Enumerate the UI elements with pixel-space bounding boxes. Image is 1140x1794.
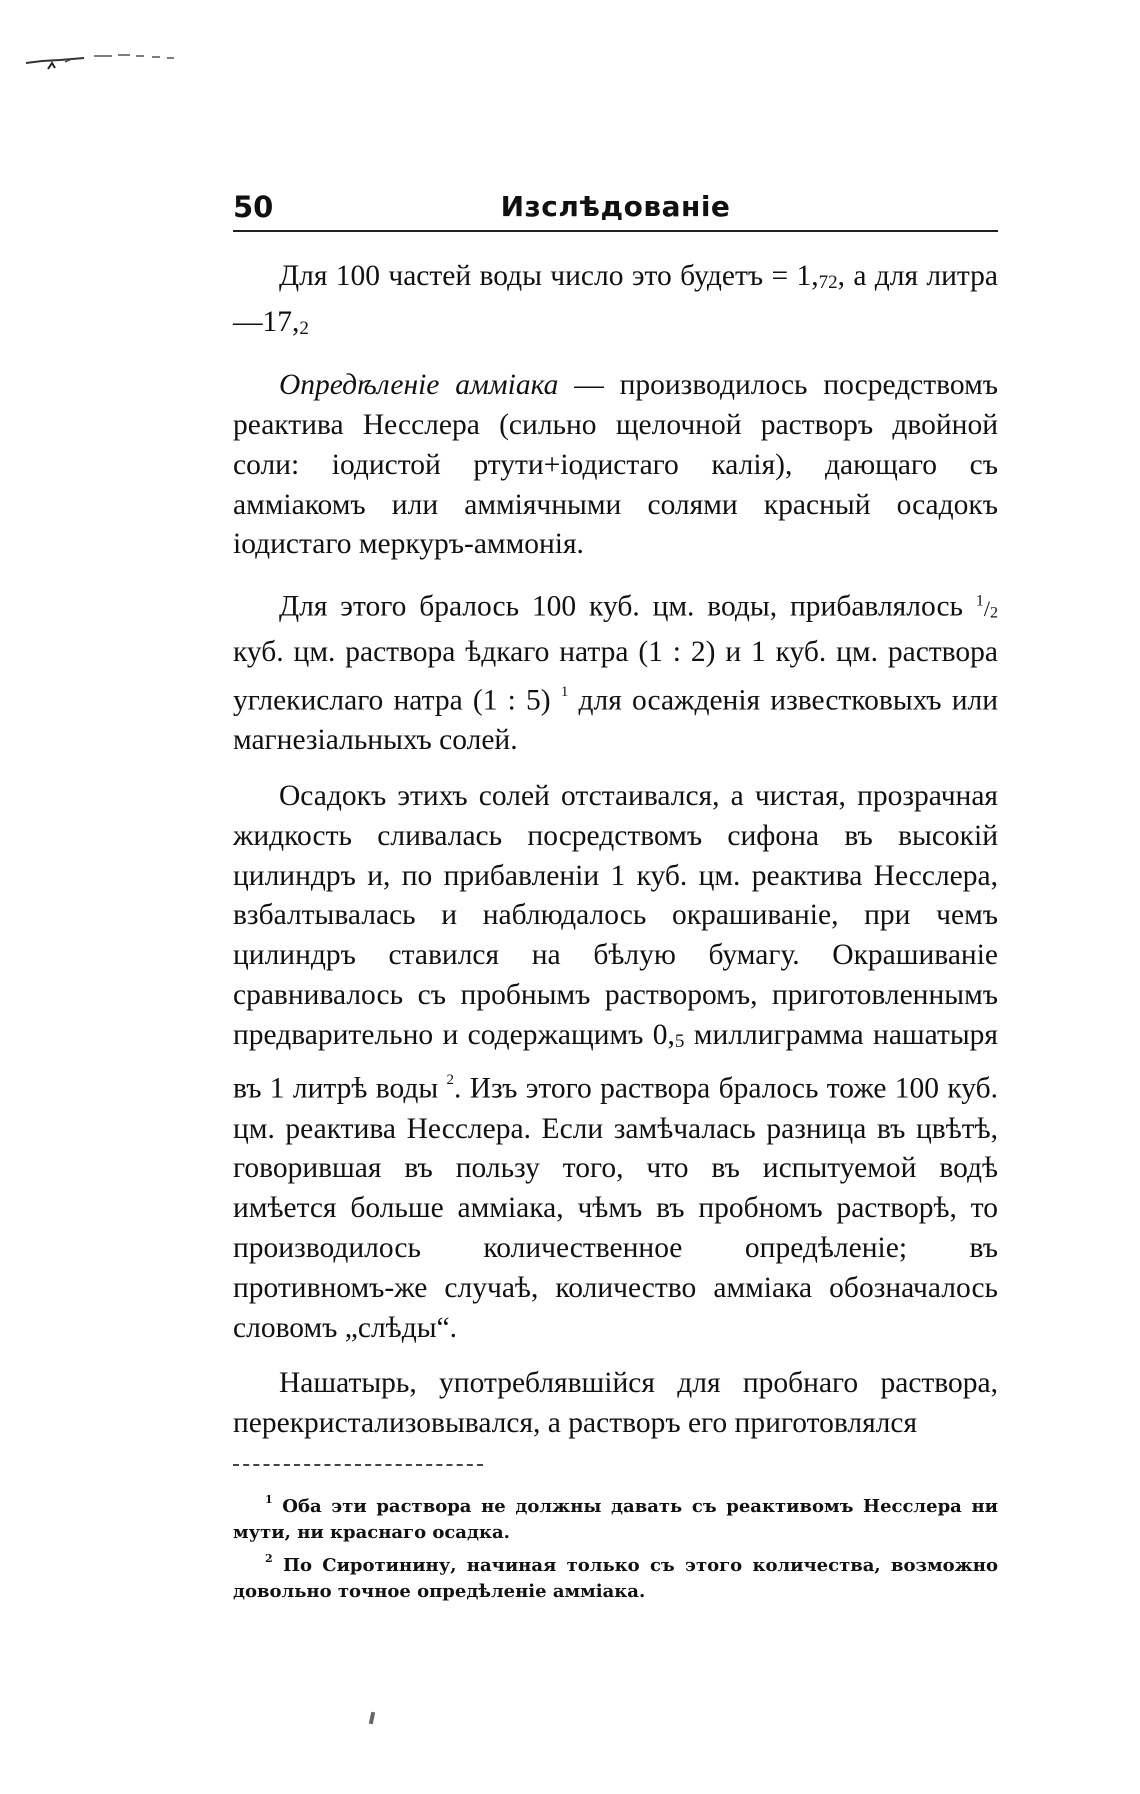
- paragraph-text: . Изъ этого раствора бралось тоже 100 куб. цм. реактива Несслера. Если замѣчалась разница въ цвѣтѣ, говорившая въ пользу того, что въ испытуемой водѣ имѣется больше амміака, чѣмъ въ пробномъ растворѣ, то производилось количественное опредѣленіе; въ противномъ-же случаѣ, количество амміака обозначалось словомъ „слѣды“.: [233, 1072, 998, 1344]
- book-page: [233, 190, 998, 1605]
- footnote-text: По Сиротинину, начиная только съ этого количества, возможно довольно точное опредѣленіе амміака.: [233, 1554, 998, 1602]
- footnote-divider: [233, 1464, 483, 1467]
- scan-smudge-mark: [22, 46, 197, 74]
- footnote-2: [233, 1546, 998, 1605]
- paragraph-ammonia-volume: [233, 257, 998, 348]
- footnotes: [233, 1487, 998, 1605]
- page-number: 50: [233, 190, 274, 224]
- paragraph-text: для осажденія известковыхъ или магнезіальныхъ солей.: [233, 684, 999, 757]
- main-text: [233, 257, 998, 1444]
- paragraph-text: — производилось посредствомъ реактива Несслера (сильно щелочной растворъ двойной соли: іодистой ртути+іодистаго калія), дающаго съ амміакомъ или амміячными солями красный осадокъ іодистаго меркуръ-аммонія.: [233, 369, 998, 561]
- paragraph-text: куб. цм. раствора ѣдкаго натра (1 : 2) и 1 куб. цм. раствора углекислаго натра (1 : 5): [233, 636, 998, 717]
- section-lead-italic: Опредѣленіе аммiака: [279, 369, 559, 402]
- paragraph-sample-preparation: [233, 581, 998, 761]
- paragraph-ammonium-chloride: [233, 1364, 998, 1444]
- paragraph-text: Для 100 частей воды число это будетъ = 1,: [279, 260, 819, 292]
- fraction-denominator: 2: [990, 604, 998, 622]
- fraction-numerator: 1: [975, 592, 984, 610]
- paragraph-ammonia-determination: [233, 366, 998, 565]
- paragraph-text: миллиграмма нашатыря въ 1 литрѣ воды: [233, 1018, 998, 1105]
- page-header: [233, 190, 998, 232]
- paragraph-text: Нашатырь, употреблявшійся для пробнаго раствора, перекристализовывался, а растворъ его приготовлялся: [233, 1367, 998, 1440]
- decimal-subscript: 2: [299, 317, 309, 339]
- footnote-reference: 1: [560, 683, 569, 700]
- paragraph-text: Для этого бралось 100 куб. цм. воды, прибавлялось: [279, 590, 976, 623]
- footnote-mark: 2: [265, 1551, 273, 1565]
- fraction-half: $^1$/2: [975, 592, 998, 622]
- footnote-reference: 2: [446, 1072, 455, 1089]
- footnote-mark: 1: [265, 1493, 273, 1507]
- footnote-text: Оба эти раствора не должны давать съ реактивомъ Несслера ни мути, ни краснаго осадка.: [233, 1495, 998, 1543]
- footnote-1: [233, 1487, 998, 1546]
- paragraph-text: , а для литра—17,: [233, 260, 999, 338]
- paragraph-text: Осадокъ этихъ солей отстаивался, а чистая, прозрачная жидкость сливалась посредствомъ сифона въ высокій цилиндръ и, по прибавленіи 1 куб. цм. реактива Несслера, взбалтывалась и наблюдалось окрашиваніе, при чемъ цилиндръ ставился на бѣлую бумагу. Окрашиваніе сравнивалось съ пробнымъ растворомъ, приготовленнымъ предварительно и содержащимъ 0,: [233, 779, 998, 1051]
- decimal-subscript: 5: [674, 1030, 685, 1052]
- scan-speck-mark: [369, 1712, 375, 1725]
- decimal-subscript: 72: [818, 271, 838, 293]
- running-title: Изслѣдованіе: [500, 190, 731, 223]
- paragraph-comparison-method: [233, 777, 998, 1349]
